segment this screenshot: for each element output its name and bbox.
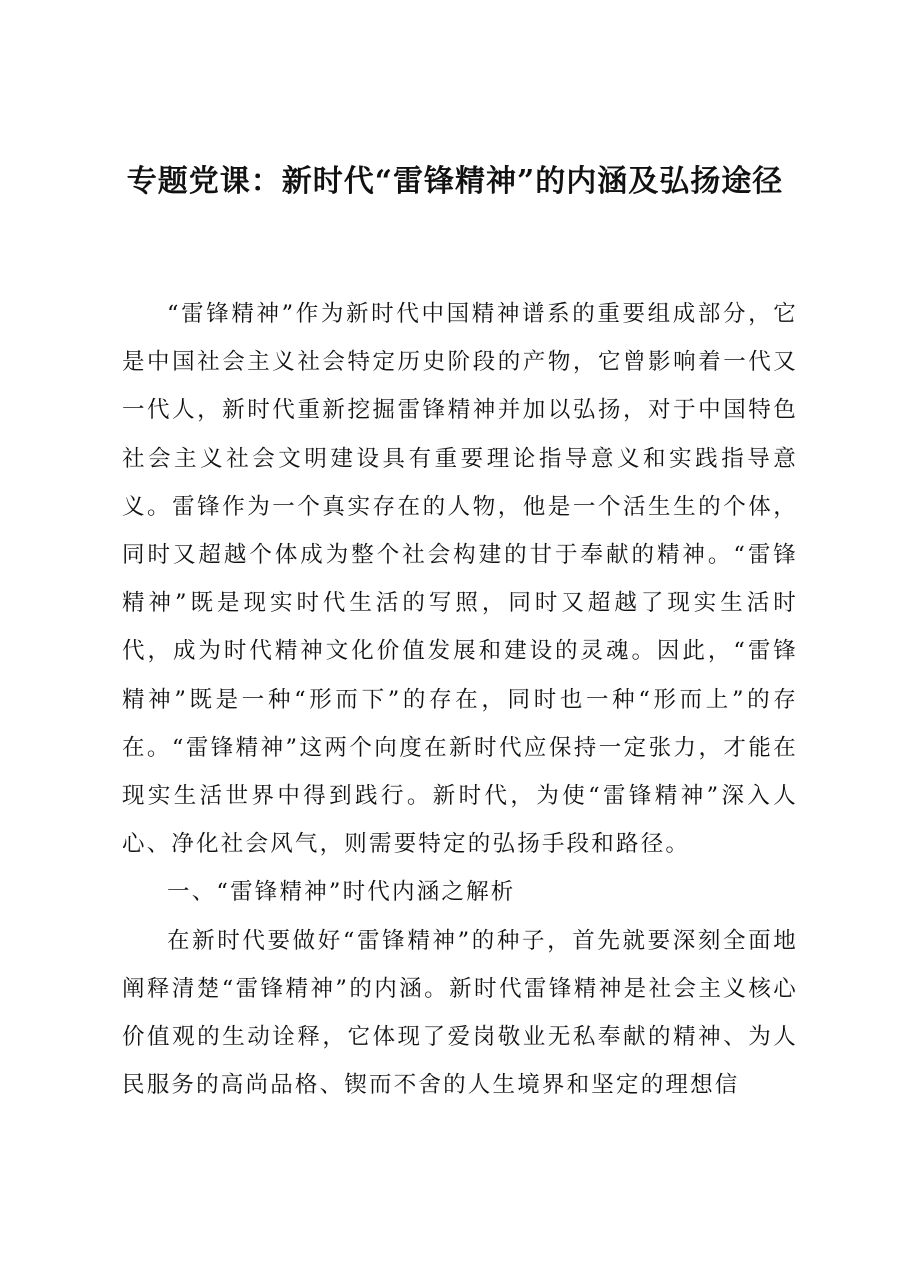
- section-heading-1: 一、“雷锋精神”时代内涵之解析: [167, 879, 516, 906]
- paragraph-section-1: 在新时代要做好“雷锋精神”的种子，首先就要深刻全面地阐释清楚“雷锋精神”的内涵。新时代雷锋精神是社会主义核心价值观的生动诠释，它体现了爱岗敬业无私奉献的精神、为人民服务的高尚品格、锲而不舍的人生境界和坚定的理想信: [122, 927, 798, 1099]
- document-body: [122, 290, 798, 1109]
- paragraph-intro: “雷锋精神”作为新时代中国精神谱系的重要组成部分，它是中国社会主义社会特定历史阶段的产物，它曾影响着一代又一代人，新时代重新挖掘雷锋精神并加以弘扬，对于中国特色社会主义社会文明建设具有重要理论指导意义和实践指导意义。雷锋作为一个真实存在的人物，他是一个活生生的个体，同时又超越个体成为整个社会构建的甘于奉献的精神。“雷锋精神”既是现实时代生活的写照，同时又超越了现实生活时代，成为时代精神文化价值发展和建设的灵魂。因此，“雷锋精神”既是一种“形而下”的存在，同时也一种“形而上”的存在。“雷锋精神”这两个向度在新时代应保持一定张力，才能在现实生活世界中得到践行。新时代，为使“雷锋精神”深入人心、净化社会风气，则需要特定的弘扬手段和路径。: [122, 301, 798, 858]
- document-title: 专题党课：新时代“雷锋精神”的内涵及弘扬途径: [126, 164, 784, 199]
